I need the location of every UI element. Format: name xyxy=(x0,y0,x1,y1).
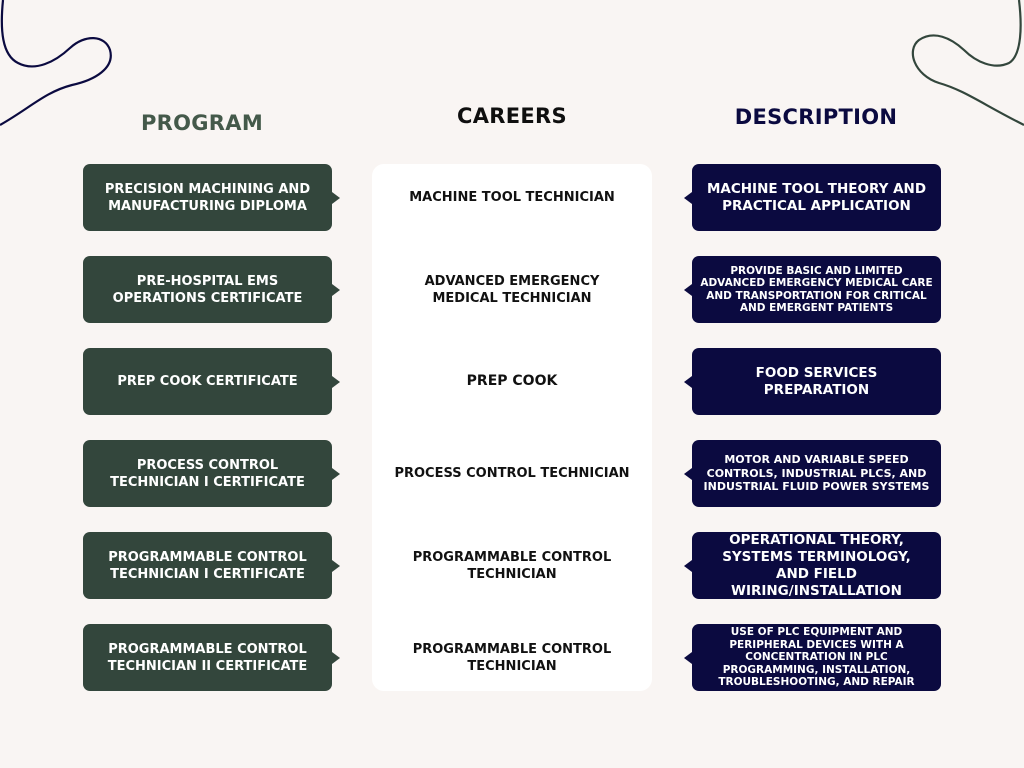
program-box: PRE-HOSPITAL EMS OPERATIONS CERTIFICATE xyxy=(83,256,332,323)
program-box: PROCESS CONTROL TECHNICIAN I CERTIFICATE xyxy=(83,440,332,507)
careers-panel xyxy=(372,164,652,691)
program-row xyxy=(0,348,1024,415)
program-row xyxy=(0,624,1024,691)
description-box: FOOD SERVICES PREPARATION xyxy=(692,348,941,415)
program-row xyxy=(0,532,1024,599)
program-box: PRECISION MACHINING AND MANUFACTURING DIPLOMA xyxy=(83,164,332,231)
career-label: PROCESS CONTROL TECHNICIAN xyxy=(394,466,630,481)
careers-heading: CAREERS xyxy=(457,104,567,128)
program-box: PREP COOK CERTIFICATE xyxy=(83,348,332,415)
description-box: OPERATIONAL THEORY, SYSTEMS TERMINOLOGY, AND FIELD WIRING/INSTALLATION xyxy=(692,532,941,599)
description-heading: DESCRIPTION xyxy=(734,105,898,129)
career-label: PROGRAMMABLE CONTROL TECHNICIAN xyxy=(412,641,612,674)
career-label: MACHINE TOOL TECHNICIAN xyxy=(409,190,615,205)
description-box: MACHINE TOOL THEORY AND PRACTICAL APPLICATION xyxy=(692,164,941,231)
program-row xyxy=(0,164,1024,231)
description-box: USE OF PLC EQUIPMENT AND PERIPHERAL DEVICES WITH A CONCENTRATION IN PLC PROGRAMMING, INSTALLATION, TROUBLESHOOTING, AND REPAIR xyxy=(692,624,941,691)
description-box: MOTOR AND VARIABLE SPEED CONTROLS, INDUSTRIAL PLCS, AND INDUSTRIAL FLUID POWER SYSTEMS xyxy=(692,440,941,507)
career-label: PROGRAMMABLE CONTROL TECHNICIAN xyxy=(412,549,612,582)
program-box: PROGRAMMABLE CONTROL TECHNICIAN I CERTIFICATE xyxy=(83,532,332,599)
program-heading: PROGRAM xyxy=(140,111,264,135)
program-box: PROGRAMMABLE CONTROL TECHNICIAN II CERTIFICATE xyxy=(83,624,332,691)
career-label: PREP COOK xyxy=(466,373,558,389)
career-label: ADVANCED EMERGENCY MEDICAL TECHNICIAN xyxy=(424,273,600,306)
program-row xyxy=(0,440,1024,507)
program-row xyxy=(0,256,1024,323)
description-box: PROVIDE BASIC AND LIMITED ADVANCED EMERGENCY MEDICAL CARE AND TRANSPORTATION FOR CRITICAL AND EMERGENT PATIENTS xyxy=(692,256,941,323)
